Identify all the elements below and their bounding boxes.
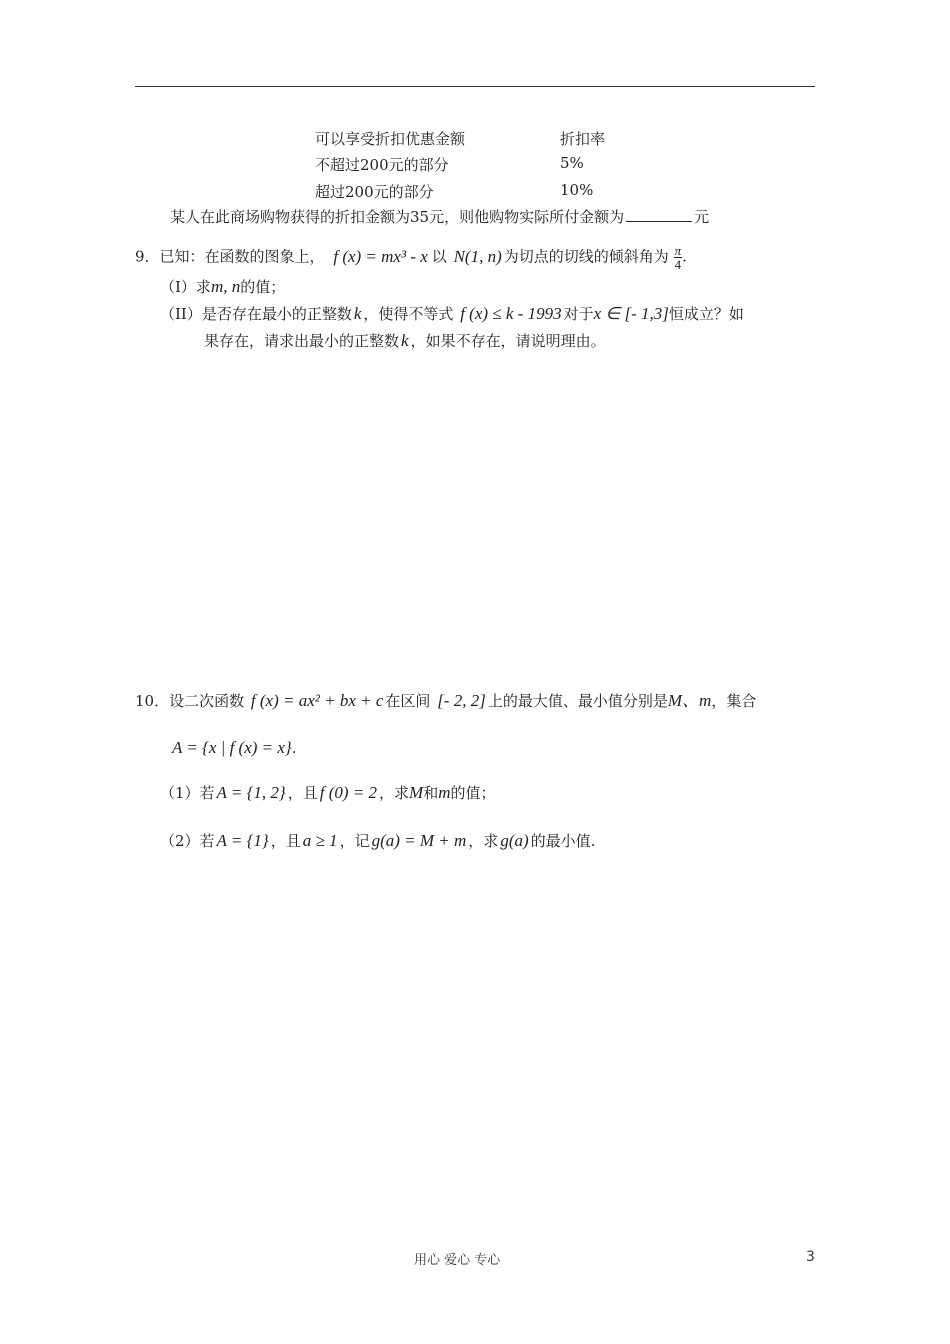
q8-text: 某人在此商场购物获得的折扣金额为35元，则他购物实际所付金额为 — [170, 208, 625, 226]
q9-part2-text-c: 对于 — [563, 305, 594, 323]
q10-s1-M: M — [409, 783, 424, 802]
q9-part2-set: x ∈ [- 1,3] — [593, 304, 669, 323]
q10-s2-text-b: ，且 — [270, 832, 301, 850]
q10-number: 10． — [135, 692, 170, 710]
table-row-1-amount: 不超过200元的部分 — [315, 156, 449, 174]
question-9-part-1 — [160, 276, 285, 297]
q9-part2-line2-b: ，如果不存在，请说明理由。 — [410, 332, 606, 350]
q10-function: f (x) = ax² + bx + c — [250, 691, 384, 710]
q10-s2-set: A = {1} — [216, 831, 269, 850]
question-10-sub-2 — [160, 830, 595, 851]
q10-s1-text-b: ，且 — [287, 784, 318, 802]
q10-s1-he: 和 — [423, 784, 439, 802]
q9-part2-text-b: ，使得不等式 — [363, 305, 454, 323]
q9-part2-line2-k: k — [401, 331, 409, 350]
q9-part2-k: k — [353, 304, 362, 323]
fraction-numerator: π — [674, 243, 682, 258]
q10-s1-set: A = {1, 2} — [216, 783, 286, 802]
q9-part2-inequality: f (x) ≤ k - 1993 — [460, 304, 562, 323]
q10-set-A: A = {x | f (x) = x} — [172, 738, 292, 757]
table-row-2-rate: 10% — [560, 181, 594, 199]
q9-part1-tail: 的值； — [240, 278, 286, 296]
q9-text-2: 以 — [431, 247, 447, 266]
question-9-part-2-line-2 — [204, 330, 606, 351]
q10-s1-text-c: ，求 — [379, 784, 410, 802]
q9-function: f (x) = mx³ - x — [333, 246, 428, 266]
q9-text-3: 为切点的切线的倾斜角为 — [503, 247, 669, 266]
table-row-2-amount: 超过200元的部分 — [315, 183, 434, 201]
fraction-denominator: 4 — [674, 257, 682, 272]
q9-part2-text-d: 恒成立？如 — [668, 305, 744, 323]
q10-text-1: 设二次函数 — [169, 692, 245, 710]
q10-s2-g: g(a) = M + m — [371, 831, 467, 850]
q10-text-2: 在区间 — [385, 692, 431, 710]
q9-part2-text-a: （II）是否存在最小的正整数 — [160, 305, 352, 323]
q10-s2-g2: g(a) — [500, 831, 529, 850]
table-row-1-rate: 5% — [560, 154, 584, 172]
answer-blank — [626, 207, 692, 222]
q10-text-4: ，集合 — [711, 692, 757, 710]
q9-number: 9． — [135, 247, 160, 266]
q10-s2-text-d: ，求 — [468, 832, 499, 850]
q9-part1-math: m, n — [210, 277, 241, 296]
q9-angle-fraction — [674, 244, 683, 271]
q10-text-3: 上的最大值、最小值分别是 — [487, 692, 668, 710]
question-10-stem — [135, 686, 756, 711]
question-10-sub-1 — [160, 782, 496, 803]
q9-part1-label: （I）求 — [160, 278, 211, 296]
q10-s2-text-c: ，记 — [339, 832, 370, 850]
q10-s2-label: （2）若 — [160, 832, 215, 850]
question-9-part-2 — [160, 303, 744, 324]
q8-unit: 元 — [694, 208, 710, 226]
q10-s1-label: （1）若 — [160, 784, 215, 802]
q10-M-m: M、m — [667, 691, 712, 710]
table-header-amount: 可以享受折扣优惠金额 — [315, 130, 466, 148]
question-9-stem — [135, 244, 687, 271]
question-10-set-definition — [172, 738, 297, 758]
q9-text-1: 已知：在函数的图象上， — [159, 247, 325, 266]
q9-period: . — [682, 247, 687, 266]
q10-s1-tail: 的值； — [450, 784, 496, 802]
page-number: 3 — [806, 1249, 815, 1265]
question-8-tail — [170, 206, 709, 227]
q9-point: N(1, n) — [453, 246, 502, 266]
table-header-rate: 折扣率 — [560, 130, 606, 148]
header-rule — [135, 86, 815, 87]
footer-motto: 用心 爱心 专心 — [414, 1253, 501, 1268]
q10-s2-tail: 的最小值. — [530, 832, 596, 850]
q10-s1-m: m — [438, 783, 451, 802]
q10-interval: [- 2, 2] — [437, 691, 486, 710]
q9-part2-line2-a: 果存在，请求出最小的正整数 — [204, 332, 400, 350]
q10-set-tail: . — [291, 739, 297, 757]
q10-s1-f0: f (0) = 2 — [319, 783, 377, 802]
q10-s2-a: a ≥ 1 — [302, 831, 338, 850]
